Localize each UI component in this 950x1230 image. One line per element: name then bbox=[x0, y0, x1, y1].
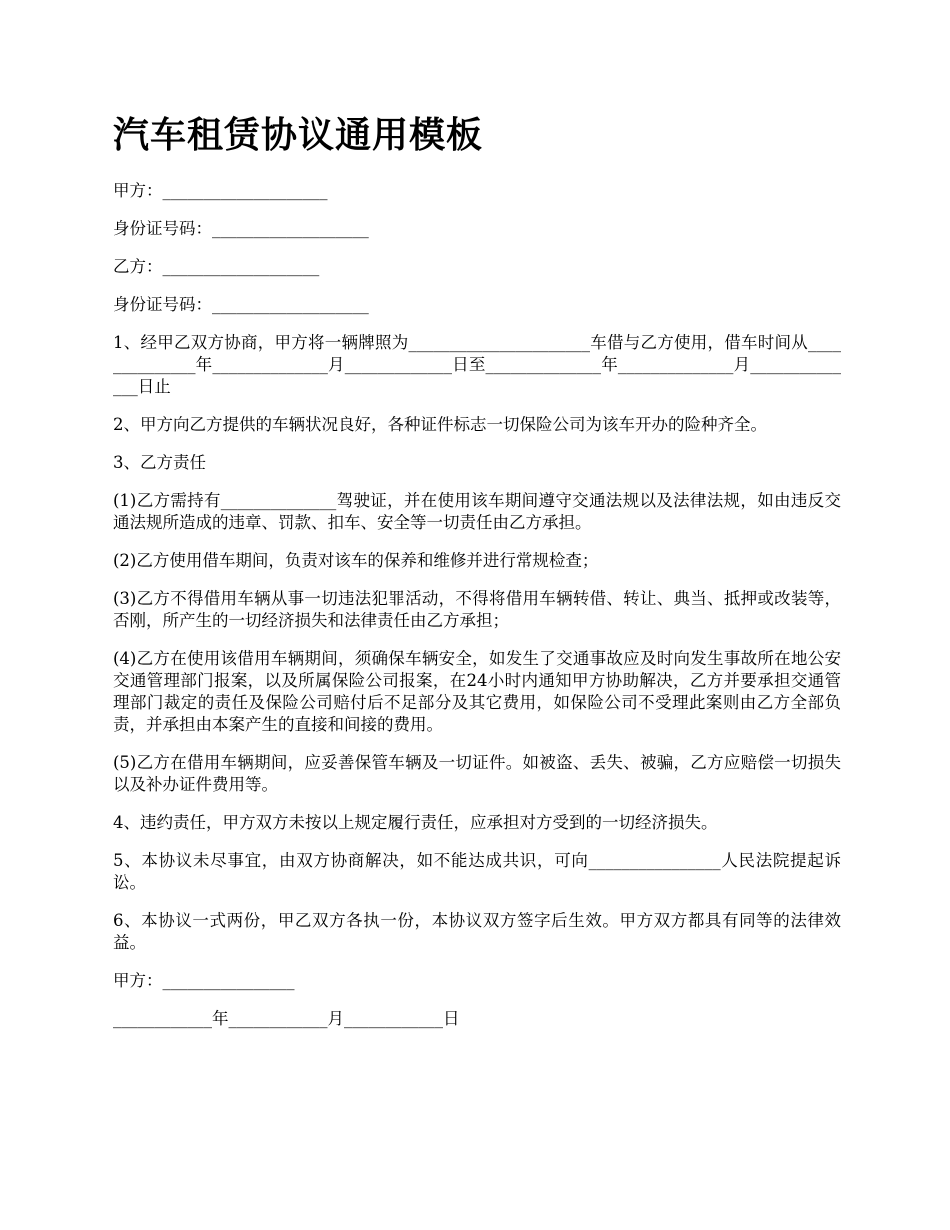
signature-date: ____________年____________月____________日 bbox=[113, 1009, 460, 1028]
clause-5: 5、本协议未尽事宜，由双方协商解决，如不能达成共识，可向________________人民法院提起诉讼。 bbox=[113, 851, 841, 892]
clause-3-item-5: (5)乙方在借用车辆期间，应妥善保管车辆及一切证件。如被盗、丢失、被骗，乙方应赔偿一切损失以及补办证件费用等。 bbox=[113, 753, 841, 794]
party-b-line: 乙方：___________________ bbox=[113, 257, 320, 276]
document-title: 汽车租赁协议通用模板 bbox=[113, 115, 484, 156]
clause-3-item-2: (2)乙方使用借车期间，负责对该车的保养和维修并进行常规检查； bbox=[113, 551, 599, 570]
party-a-id-line: 身份证号码：___________________ bbox=[113, 219, 369, 238]
clause-3-item-1: (1)乙方需持有______________驾驶证，并在使用该车期间遵守交通法规以及法律法规，如由违反交通法规所造成的违章、罚款、扣车、安全等一切责任由乙方承担。 bbox=[113, 491, 841, 532]
party-a-line: 甲方：____________________ bbox=[113, 181, 328, 200]
clause-3-item-3: (3)乙方不得借用车辆从事一切违法犯罪活动，不得将借用车辆转借、转让、典当、抵押或改装等，否刚，所产生的一切经济损失和法律责任由乙方承担； bbox=[113, 589, 841, 630]
party-b-id-line: 身份证号码：___________________ bbox=[113, 295, 369, 314]
clause-2: 2、甲方向乙方提供的车辆状况良好，各种证件标志一切保险公司为该车开办的险种齐全。 bbox=[113, 415, 767, 434]
clause-3-heading: 3、乙方责任 bbox=[113, 453, 206, 472]
clause-1: 1、经甲乙双方协商，甲方将一辆牌照为______________________车借与乙方使用，借车时间从______________年______________月_____________日至______________年______________月______________日止 bbox=[113, 333, 841, 396]
clause-4: 4、违约责任，甲方双方未按以上规定履行责任，应承担对方受到的一切经济损失。 bbox=[113, 813, 718, 832]
signature-party-a: 甲方：________________ bbox=[113, 971, 295, 990]
document-page bbox=[113, 108, 841, 1046]
clause-6: 6、本协议一式两份，甲乙双方各执一份，本协议双方签字后生效。甲方双方都具有同等的法律效益。 bbox=[113, 911, 841, 952]
clause-3-item-4: (4)乙方在使用该借用车辆期间，须确保车辆安全，如发生了交通事故应及时向发生事故所在地公安交通管理部门报案，以及所属保险公司报案，在24小时内通知甲方协助解决，乙方并要承担交通管理部门裁定的责任及保险公司赔付后不足部分及其它费用，如保险公司不受理此案则由乙方全部负责，并承担由本案产生的直接和间接的费用。 bbox=[113, 649, 841, 734]
